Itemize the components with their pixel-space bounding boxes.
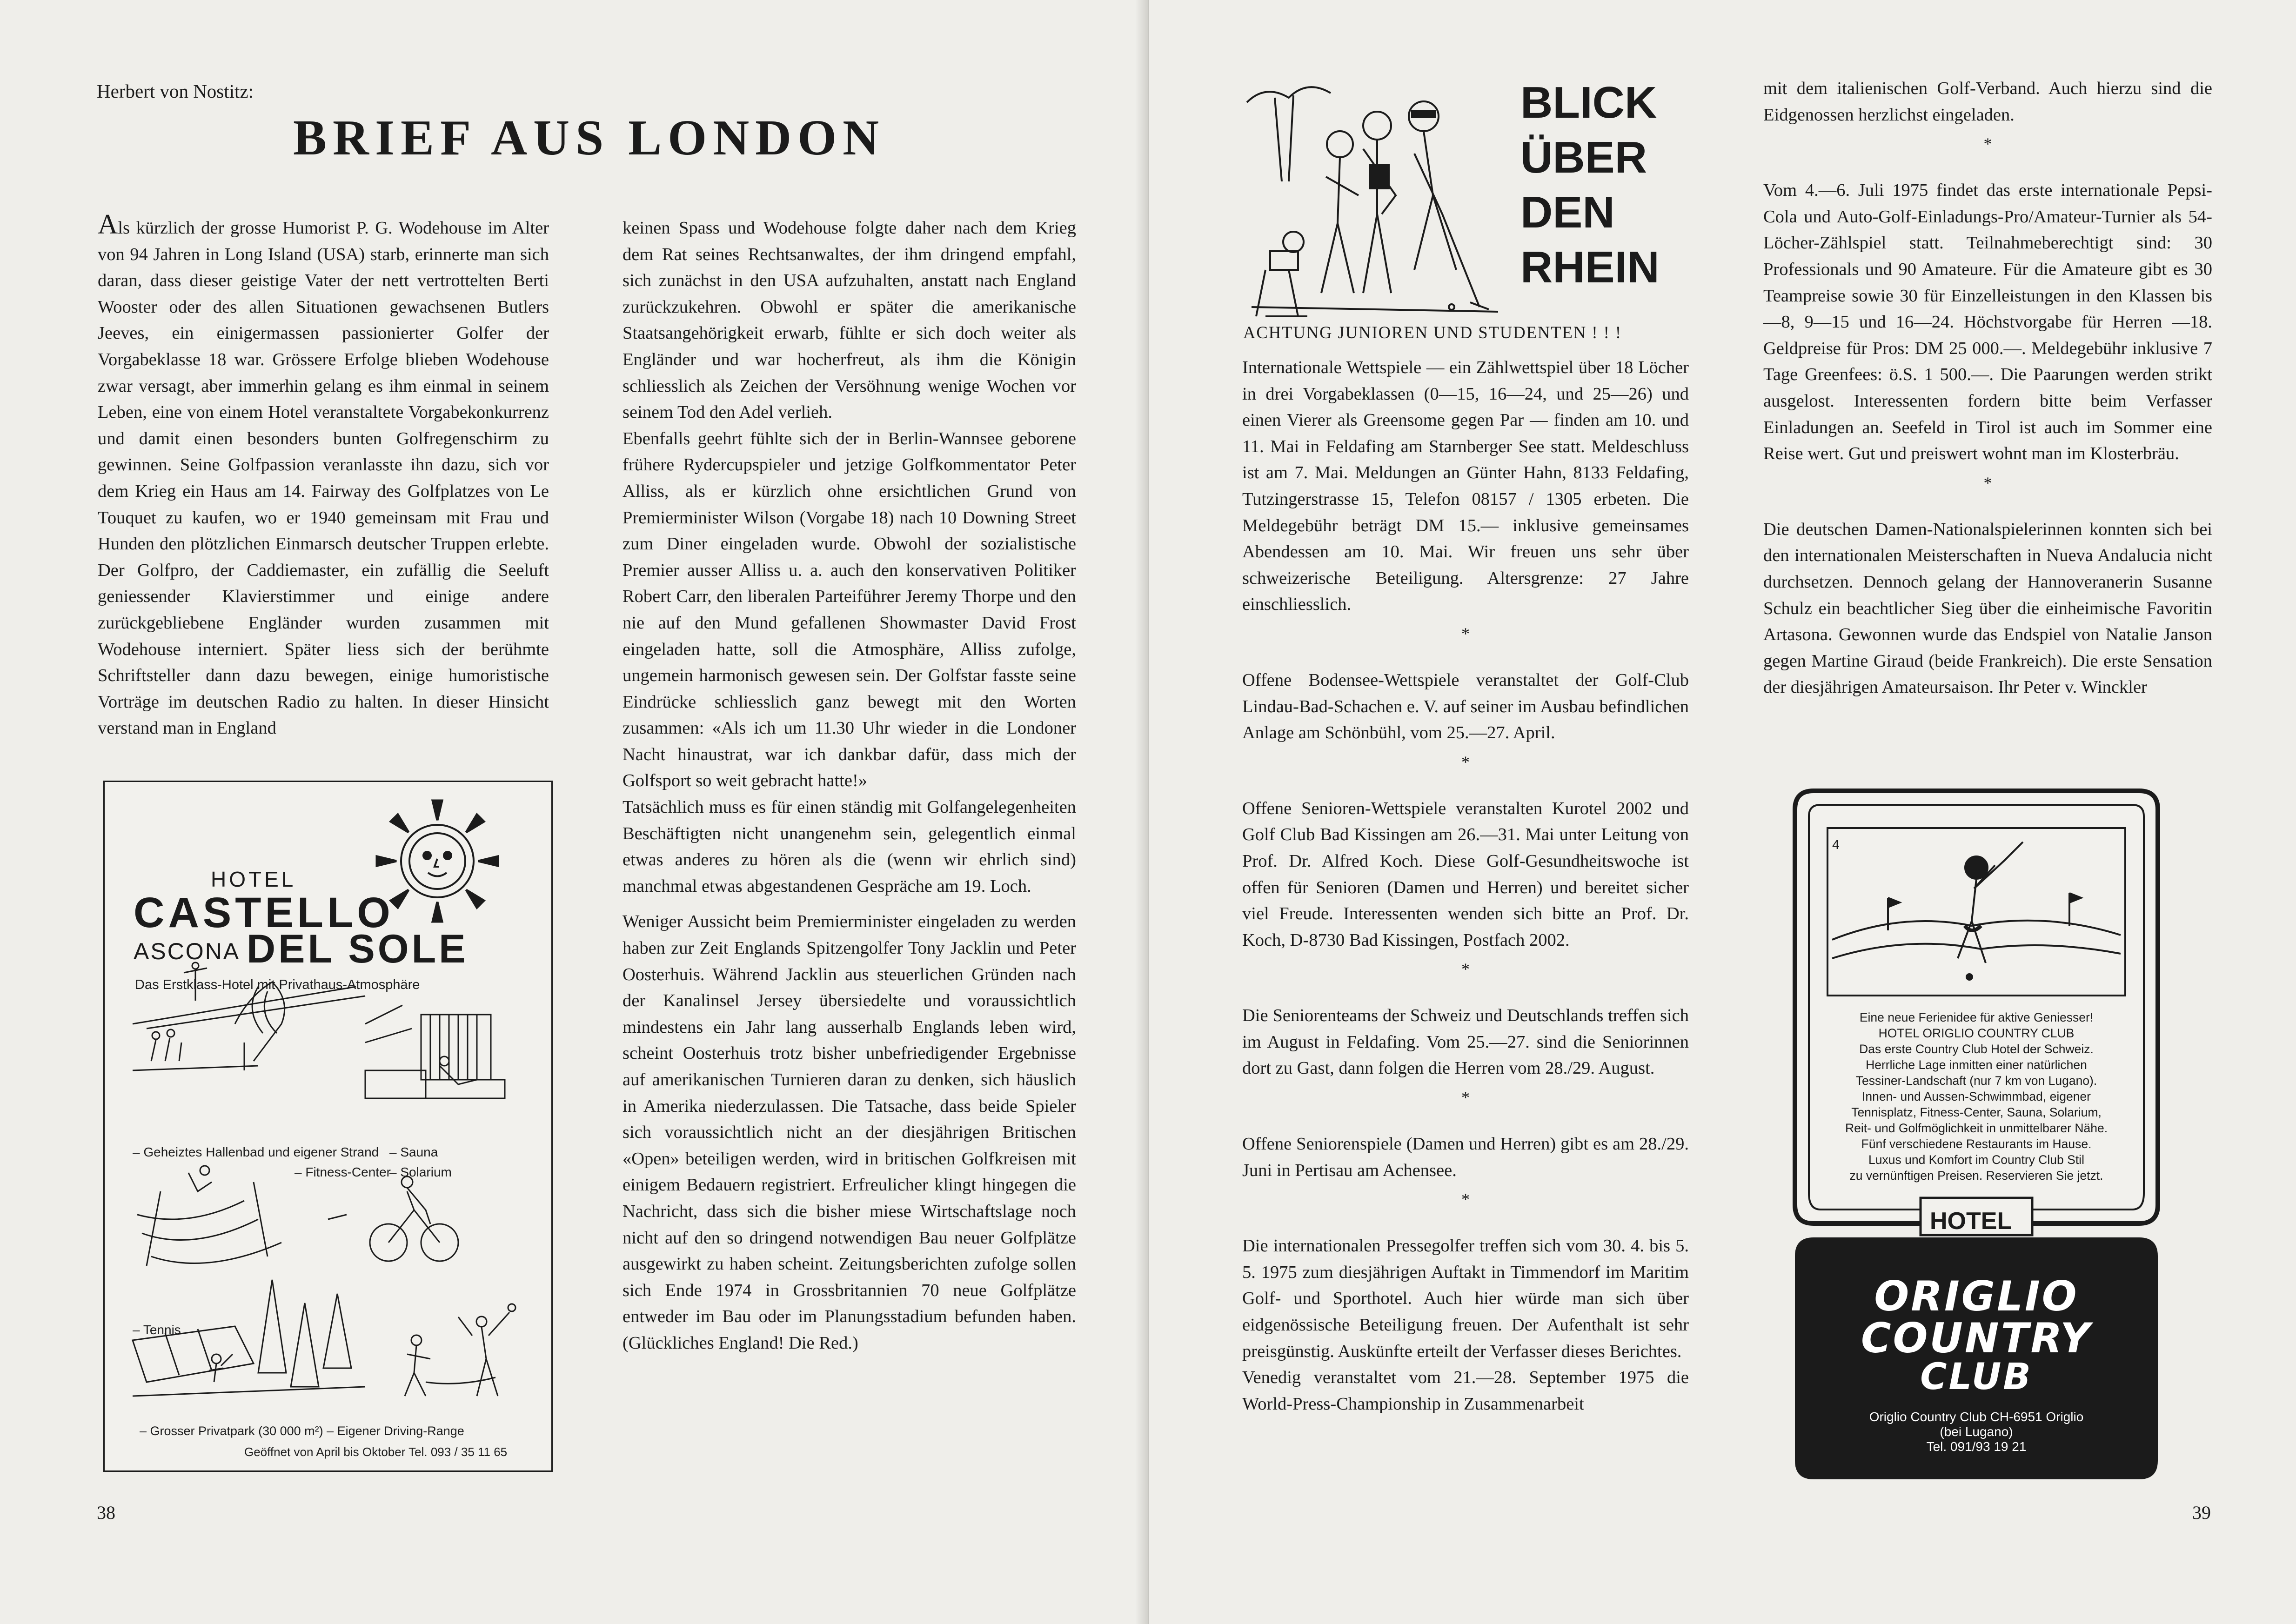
ad-text-line: Das erste Country Club Hotel der Schweiz. [1859, 1042, 2094, 1056]
paragraph: Venedig veranstaltet vom 21.—28. September 1975 die World-Press-Championship in Zusammenarbeit [1242, 1368, 1689, 1414]
ad-text-line: Eine neue Ferienidee für aktive Geniesser! [1859, 1010, 2094, 1024]
ad-hotel-label: HOTEL [211, 867, 296, 891]
ad-ascona-label: ASCONA [134, 938, 241, 964]
ad-feature-pool: – Geheiztes Hallenbad und eigener Strand [133, 1145, 379, 1159]
ad-address-line: (bei Lugano) [1940, 1424, 2013, 1439]
ad-text-line: Herrliche Lage inmitten einer natürlichen [1866, 1058, 2087, 1072]
news-column-1 [1242, 354, 1689, 1417]
ad-text-line: Innen- und Aussen-Schwimmbad, eigener [1861, 1089, 2091, 1103]
paragraph: Die deutschen Damen-Nationalspielerinnen konnten sich bei den internationalen Meisterschaften in Nueva Andalucia nicht durchsetzen. Dennoch gelang der Hannoveranerin Susanne Schulz ein beachtlicher Sieg über die einheimische Favoritin Artasona. Gewonnen wurde das Endspiel von Natalie Janson gegen Martine Giraud (beide Frankreich). Die erste Sensation der diesjährigen Amateursaison. Ihr Peter v. Winckler [1763, 519, 2212, 697]
paragraph: Offene Seniorenspiele (Damen und Herren) gibt es am 28./29. Juni in Pertisau am Achensee. [1242, 1134, 1689, 1180]
ad-subtitle: Das Erstklass-Hotel mit Privathaus-Atmosphäre [135, 977, 420, 992]
ad-feature-solarium: – Solarium [389, 1165, 452, 1179]
article-column-2 [623, 215, 1076, 1357]
paragraph: mit dem italienischen Golf-Verband. Auch hierzu sind die Eidgenossen herzlichst eingeladen. [1763, 79, 2212, 125]
ad-text-line: Fünf verschiedene Restaurants im Hause. [1861, 1137, 2092, 1151]
fitness-sketch [137, 1166, 458, 1266]
paragraph: Weniger Aussicht beim Premierminister eingeladen zu werden haben zur Zeit Englands Spitzengolfer Tony Jacklin und Peter Oosterhuis. Während Jacklin aus steuerlichen Gründen nach der Kanalinsel Jersey übersiedelte und voraussichtlich mindestens ein Jahr lang ausserhalb Englands leben wird, scheint Oosterhuis trotz bisher unbefriedigender Ergebnisse auf amerikanischen Turnieren daran zu denken, sich häuslich in Amerika niederzulassen. Die Tatsache, dass beide Spieler sich voraussichtlich nicht an der diesjährigen Britischen «Open» beteiligen werden, wird in britischen Golfkreisen mit einigem Bedauern registriert. Erfreulicher klingt hingegen die Nachricht, dass sich die bisher miese Wirtschaftslage noch nicht auf den so dringend notwendigen Bau neuer Golfplätze ausgewirkt zu haben scheint. Zeitungsberichten zufolge sollen sich Ende 1974 in Grossbritannien 70 neue Golfplätze entweder im Bau oder im Planungsstadium befunden haben. (Glückliches England! Die Red.) [623, 912, 1076, 1353]
ad-country-name: COUNTRY [1861, 1314, 2092, 1362]
ad-address-line: Tel. 091/93 19 21 [1926, 1439, 2027, 1454]
ad-feature-tennis: – Tennis [133, 1323, 181, 1337]
sun-icon [377, 801, 498, 922]
ad-text-line: Luxus und Komfort im Country Club Stil [1868, 1153, 2084, 1167]
paragraph: Vom 4.—6. Juli 1975 findet das erste internationale Pepsi-Cola und Auto-Golf-Einladungs-Pro/Amateur-Turnier als 54-Löcher-Zählspiel statt. Teilnahmeberechtigt sind: 30 Professionals und 90 Amateure. Für die Amateure gibt es 30 Teampreise sowie 30 für Einzelleistungen in den Klassen bis —8, 9—15 und 16—24. Höchstvorgabe für Herren —18. Geldpreise für Pros: DM 25 000.—. Meldegebühr inklusive 7 Tage Greenfees: ö.S. 1 500.—. Die Paarungen werden strikt ausgelost. Interessenten fordern bitte beim Verfasser Einladungen an. Seefeld in Tirol ist auch im Sommer eine Reise wert. Gut und preiswert wohnt man im Klosterbräu. [1763, 180, 2212, 464]
ad-club-name: CLUB [1920, 1356, 2033, 1398]
title-line: RHEIN [1520, 242, 1660, 292]
ad-del-sole-name: DEL SOLE [247, 927, 469, 971]
article-headline: BRIEF AUS LONDON [293, 110, 885, 166]
separator: * [1461, 960, 1470, 979]
author-byline: Herbert von Nostitz: [97, 80, 254, 102]
article-column-1 [98, 209, 549, 742]
ad-hotel-label: HOTEL [1930, 1208, 2012, 1235]
ad-text-line: zu vernünftigen Preisen. Reservieren Sie jetzt. [1849, 1169, 2103, 1183]
ad-text-line: Reit- und Golfmöglichkeit in unmittelbarer Nähe. [1845, 1121, 2108, 1135]
paragraph: Die internationalen Pressegolfer treffen sich vom 30. 4. bis 5. 5. 1975 zum diesjährigen Auftakt in Timmendorf im Maritim Golf- und Sporthotel. Auch hier würde man sich über eidgenössische Beteiligung freuen. Der Aufenthalt ist sehr preisgünstig. Auskünfte erteilt der Verfasser dieses Berichtes. [1242, 1236, 1689, 1361]
hotel-castello-advertisement [103, 781, 553, 1472]
left-page [0, 0, 1147, 1624]
ad-address [1786, 1410, 2167, 1454]
paragraph: Ebenfalls geehrt fühlte sich der in Berlin-Wannsee geborene frühere Rydercupspieler und jetzige Golfkommentator Peter Alliss, als er kürzlich ohne ersichtlichen Grund von Premierminister Wilson (Vorgabe 18) nach 10 Downing Street zum Diner eingeladen wurde. Obwohl der sozialistische Premier ausser Alliss u. a. auch den konservativen Politiker Robert Carr, den liberalen Parteiführer Jeremy Thorpe und den nie auf den Mund gefallenen Showmaster David Frost eingeladen hatte, soll die Atmosphäre, Alliss zufolge, ungemein harmonisch gewesen sein. Der Golfstar fasste seine Eindrücke schliesslich ganz bewegt mit den Worten zusammen: «Als ich um 11.30 Uhr wieder in die Londoner Nacht hinaustrat, war ich dankbar dafür, dass mich der Golfsport so weit gebracht hatte!» [623, 428, 1076, 791]
paragraph: Internationale Wettspiele — ein Zählwettspiel über 18 Löcher in drei Vorgabeklassen (0—15, 16—24, und 25—26) und einen Vierer als Greensome gegen Par — finden am 10. und 11. Mai in Feldafing am Starnberger See statt. Meldeschluss ist am 7. Mai. Meldungen an Günter Hahn, 8133 Feldafing, Tutzingerstrasse 15, Telefon 08157 / 1305 erbeten. Die Meldegebühr beträgt DM 15.— inklusive gemeinsames Abendessen am 10. Mai. Wir freuen uns sehr über schweizerische Beteiligung. Altersgrenze: 27 Jahre einschliesslich. [1242, 358, 1689, 615]
news-column-2 [1763, 75, 2212, 701]
paragraph: Tatsächlich muss es für einen ständig mit Golfangelegenheiten Beschäftigten nicht unangenehm sein, gelegentlich einmal etwas anderes zu hören als die (wenn wir ehrlich sind) manchmal etwas abgestandenen Gespräche am 19. Loch. [623, 797, 1076, 896]
separator: * [1461, 752, 1470, 771]
paragraph [98, 209, 549, 742]
separator: * [1461, 1088, 1470, 1107]
golfers-cartoon [1238, 74, 1507, 321]
ad-origlio-name: ORIGLIO [1874, 1272, 2079, 1320]
ad-illustration [105, 782, 551, 1470]
separator: * [1983, 134, 1992, 154]
ad-address-line: Origlio Country Club CH-6951 Origlio [1869, 1410, 2084, 1424]
section-title-blick [1520, 75, 1660, 295]
paragraph: Die Seniorenteams der Schweiz und Deutschlands treffen sich im August in Feldafing. Vom 25.—27. sind die Seniorinnen dort zu Gast, dann folgen die Herren vom 28./29. August. [1242, 1006, 1689, 1078]
page-number: 39 [2192, 1502, 2211, 1523]
drop-cap: A [98, 209, 118, 240]
section-heading: ACHTUNG JUNIOREN UND STUDENTEN ! ! ! [1243, 323, 1622, 342]
page-number: 38 [97, 1502, 115, 1523]
tennis-sketch [133, 1280, 515, 1396]
ad-feature-sauna: – Sauna [389, 1145, 438, 1159]
separator: * [1983, 473, 1992, 492]
paragraph-text: ls kürzlich der grosse Humorist P. G. Wodehouse im Alter von 94 Jahren in Long Island (USA) starb, erinnerte man sich daran, dass dieser geistige Vater der nett vertrottelten Berti Wooster oder des allen Situationen gewachsenen Butlers Jeeves, ein einigermassen passionierter Golfer der Vorgabeklasse 18 war. Grössere Erfolge blieben Wodehouse zwar versagt, aber immerhin gelang es ihm einmal in seinem Leben, eine von einem Hotel veranstaltete Vorgabekonkurrenz und damit einen besonders bunten Golfregenschirm zu gewinnen. Seine Golfpassion veranlasste ihn dazu, sich vor dem Krieg ein Haus am 14. Fairway des Golfplatzes von Le Touquet zu kaufen, wo er 1940 gemeinsam mit Frau und Hunden den plötzlichen Einmarsch deutscher Truppen erlebte. Der Golfpro, der Caddiemaster, ein zufällig die Seeluft geniessender Klavierstimmer und einige andere zurückgebliebene Engländer wurden zusammen mit Wodehouse interniert. Später liess sich der berühmte Schriftsteller dann dazu bewegen, einige humoristische Vorträge im deutschen Radio zu halten. In dieser Hinsicht verstand man in England [98, 218, 549, 738]
separator: * [1461, 1190, 1470, 1209]
paragraph: keinen Spass und Wodehouse folgte daher nach dem Krieg dem Rat seines Rechtsanwaltes, der ihm dringend empfahl, sich zunächst in den USA aufzuhalten, anstatt nach England zurückzukehren. Obwohl er später die amerikanische Staatsangehörigkeit erwarb, fühlte er sich doch weiter als Engländer und war hocherfreut, als ihm die Königin schliesslich als Zeichen der Versöhnung wenige Wochen vor seinem Tod den Adel verlieh. [623, 218, 1076, 422]
ad-feature-fitness: – Fitness-Center [295, 1165, 391, 1179]
title-line: BLICK [1520, 78, 1657, 127]
ad-description [1804, 1009, 2149, 1183]
ad-feature-park: – Grosser Privatpark (30 000 m²) – Eigener Driving-Range [140, 1424, 464, 1438]
paragraph: Offene Bodensee-Wettspiele veranstaltet der Golf-Club Lindau-Bad-Schachen e. V. auf seiner im Ausbau befindlichen Anlage am Schönbühl, vom 25.—27. April. [1242, 670, 1689, 743]
paragraph: Offene Senioren-Wettspiele veranstalten Kurotel 2002 und Golf Club Bad Kissingen am 26.—31. Mai unter Leitung von Prof. Dr. Alfred Koch. Diese Golf-Gesundheitswoche ist offen für Senioren (Damen und Herren) und bereitet sicher viel Freude. Interessenten wenden sich bitte an Prof. Dr. Koch, D-8730 Bad Kissingen, Postfach 2002. [1242, 798, 1689, 950]
title-line: ÜBER [1520, 133, 1647, 182]
hotel-origlio-advertisement [1786, 772, 2167, 1479]
ad-opening-info: Geöffnet von April bis Oktober Tel. 093 / 35 11 65 [244, 1445, 508, 1459]
ad-text-line: HOTEL ORIGLIO COUNTRY CLUB [1878, 1026, 2075, 1040]
ad-castello-name: CASTELLO [134, 889, 394, 936]
title-line: DEN [1520, 187, 1615, 237]
ad-text-line: Tessiner-Landschaft (nur 7 km von Lugano). [1855, 1074, 2097, 1088]
ad-text-line: Tennisplatz, Fitness-Center, Sauna, Solarium, [1851, 1105, 2102, 1119]
separator: * [1461, 624, 1470, 643]
hole-number: 4 [1832, 837, 1840, 852]
